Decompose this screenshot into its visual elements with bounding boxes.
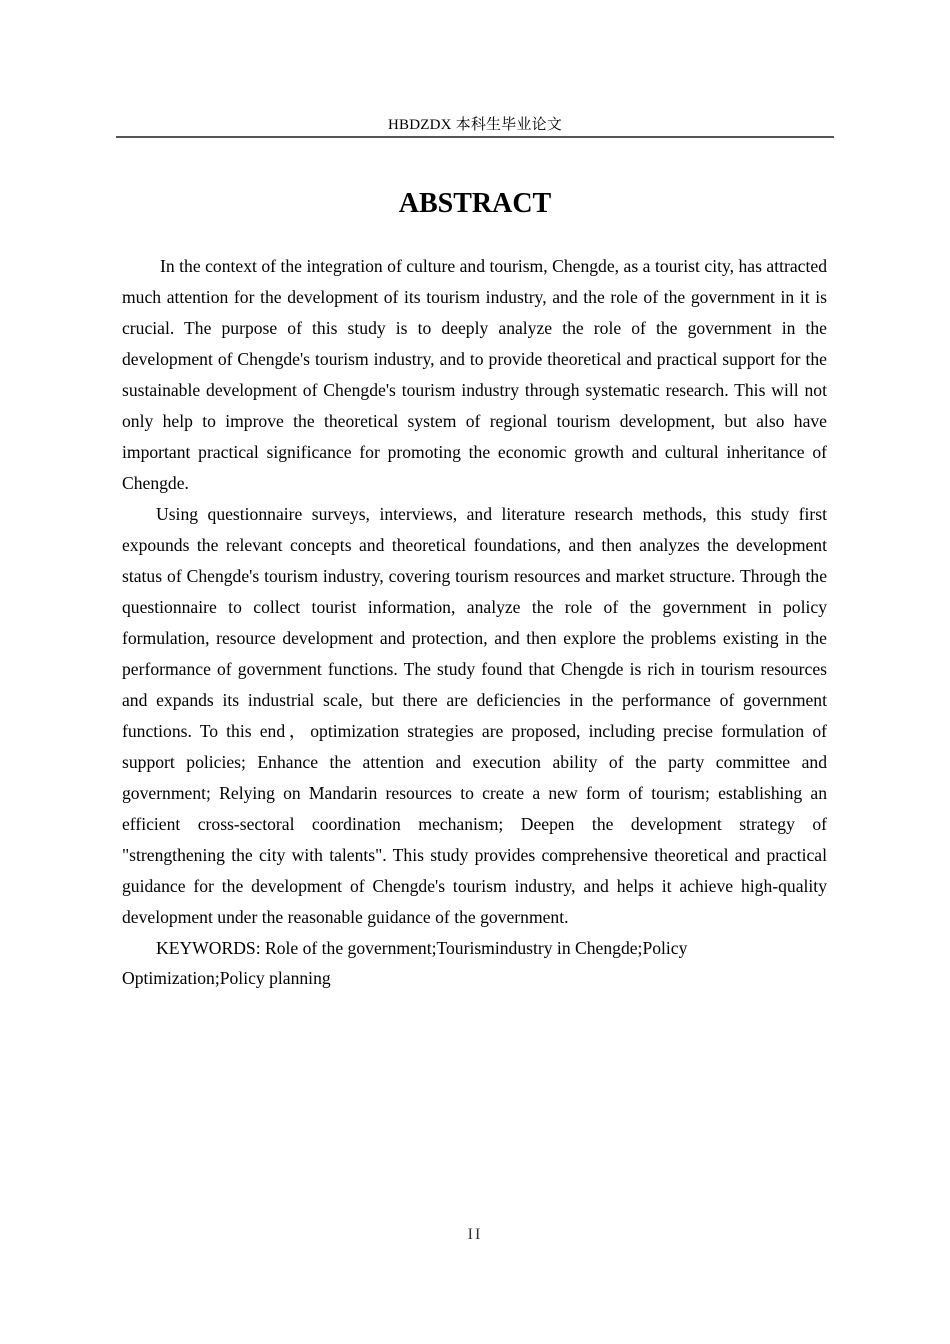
keywords-line-2: Optimization;Policy planning — [122, 968, 331, 988]
page-number: II — [467, 1226, 483, 1243]
keywords-line-1: KEYWORDS: Role of the government;Tourismindustry in Chengde;Policy — [156, 938, 688, 958]
abstract-body — [122, 251, 827, 993]
abstract-title: ABSTRACT — [398, 188, 552, 219]
running-header: HBDZDX 本科生毕业论文 — [387, 117, 563, 133]
keywords-block — [122, 933, 827, 993]
abstract-paragraph-1: In the context of the integration of culture and tourism, Chengde, as a tourist city, has attracted much attention for the development of its tourism industry, and the role of the government in it is crucial. The purpose of this study is to deeply analyze the role of the government in the development of Chengde's tourism industry, and to provide theoretical and practical support for the sustainable development of Chengde's tourism industry through systematic research. This will not only help to improve the theoretical system of regional tourism development, but also have important practical significance for promoting the economic growth and cultural inheritance of Chengde. — [122, 256, 827, 493]
abstract-paragraph-2: Using questionnaire surveys, interviews, and literature research methods, this study first expounds the relevant concepts and theoretical foundations, and then analyzes the development status of Chengde's tourism industry, covering tourism resources and market structure. Through the questionnaire to collect tourist information, analyze the role of the government in policy formulation, resource development and protection, and then explore the problems existing in the performance of government functions. The study found that Chengde is rich in tourism resources and expands its industrial scale, but there are deficiencies in the performance of government functions. To this end，optimization strategies are proposed, including precise formulation of support policies; Enhance the attention and execution ability of the party committee and government; Relying on Mandarin resources to create a new form of tourism; establishing an efficient cross-sectoral coordination mechanism; Deepen the development strategy of "strengthening the city with talents". This study provides comprehensive theoretical and practical guidance for the development of Chengde's tourism industry, and helps it achieve high-quality development under the reasonable guidance of the government. — [122, 504, 827, 927]
header-divider — [116, 136, 834, 138]
